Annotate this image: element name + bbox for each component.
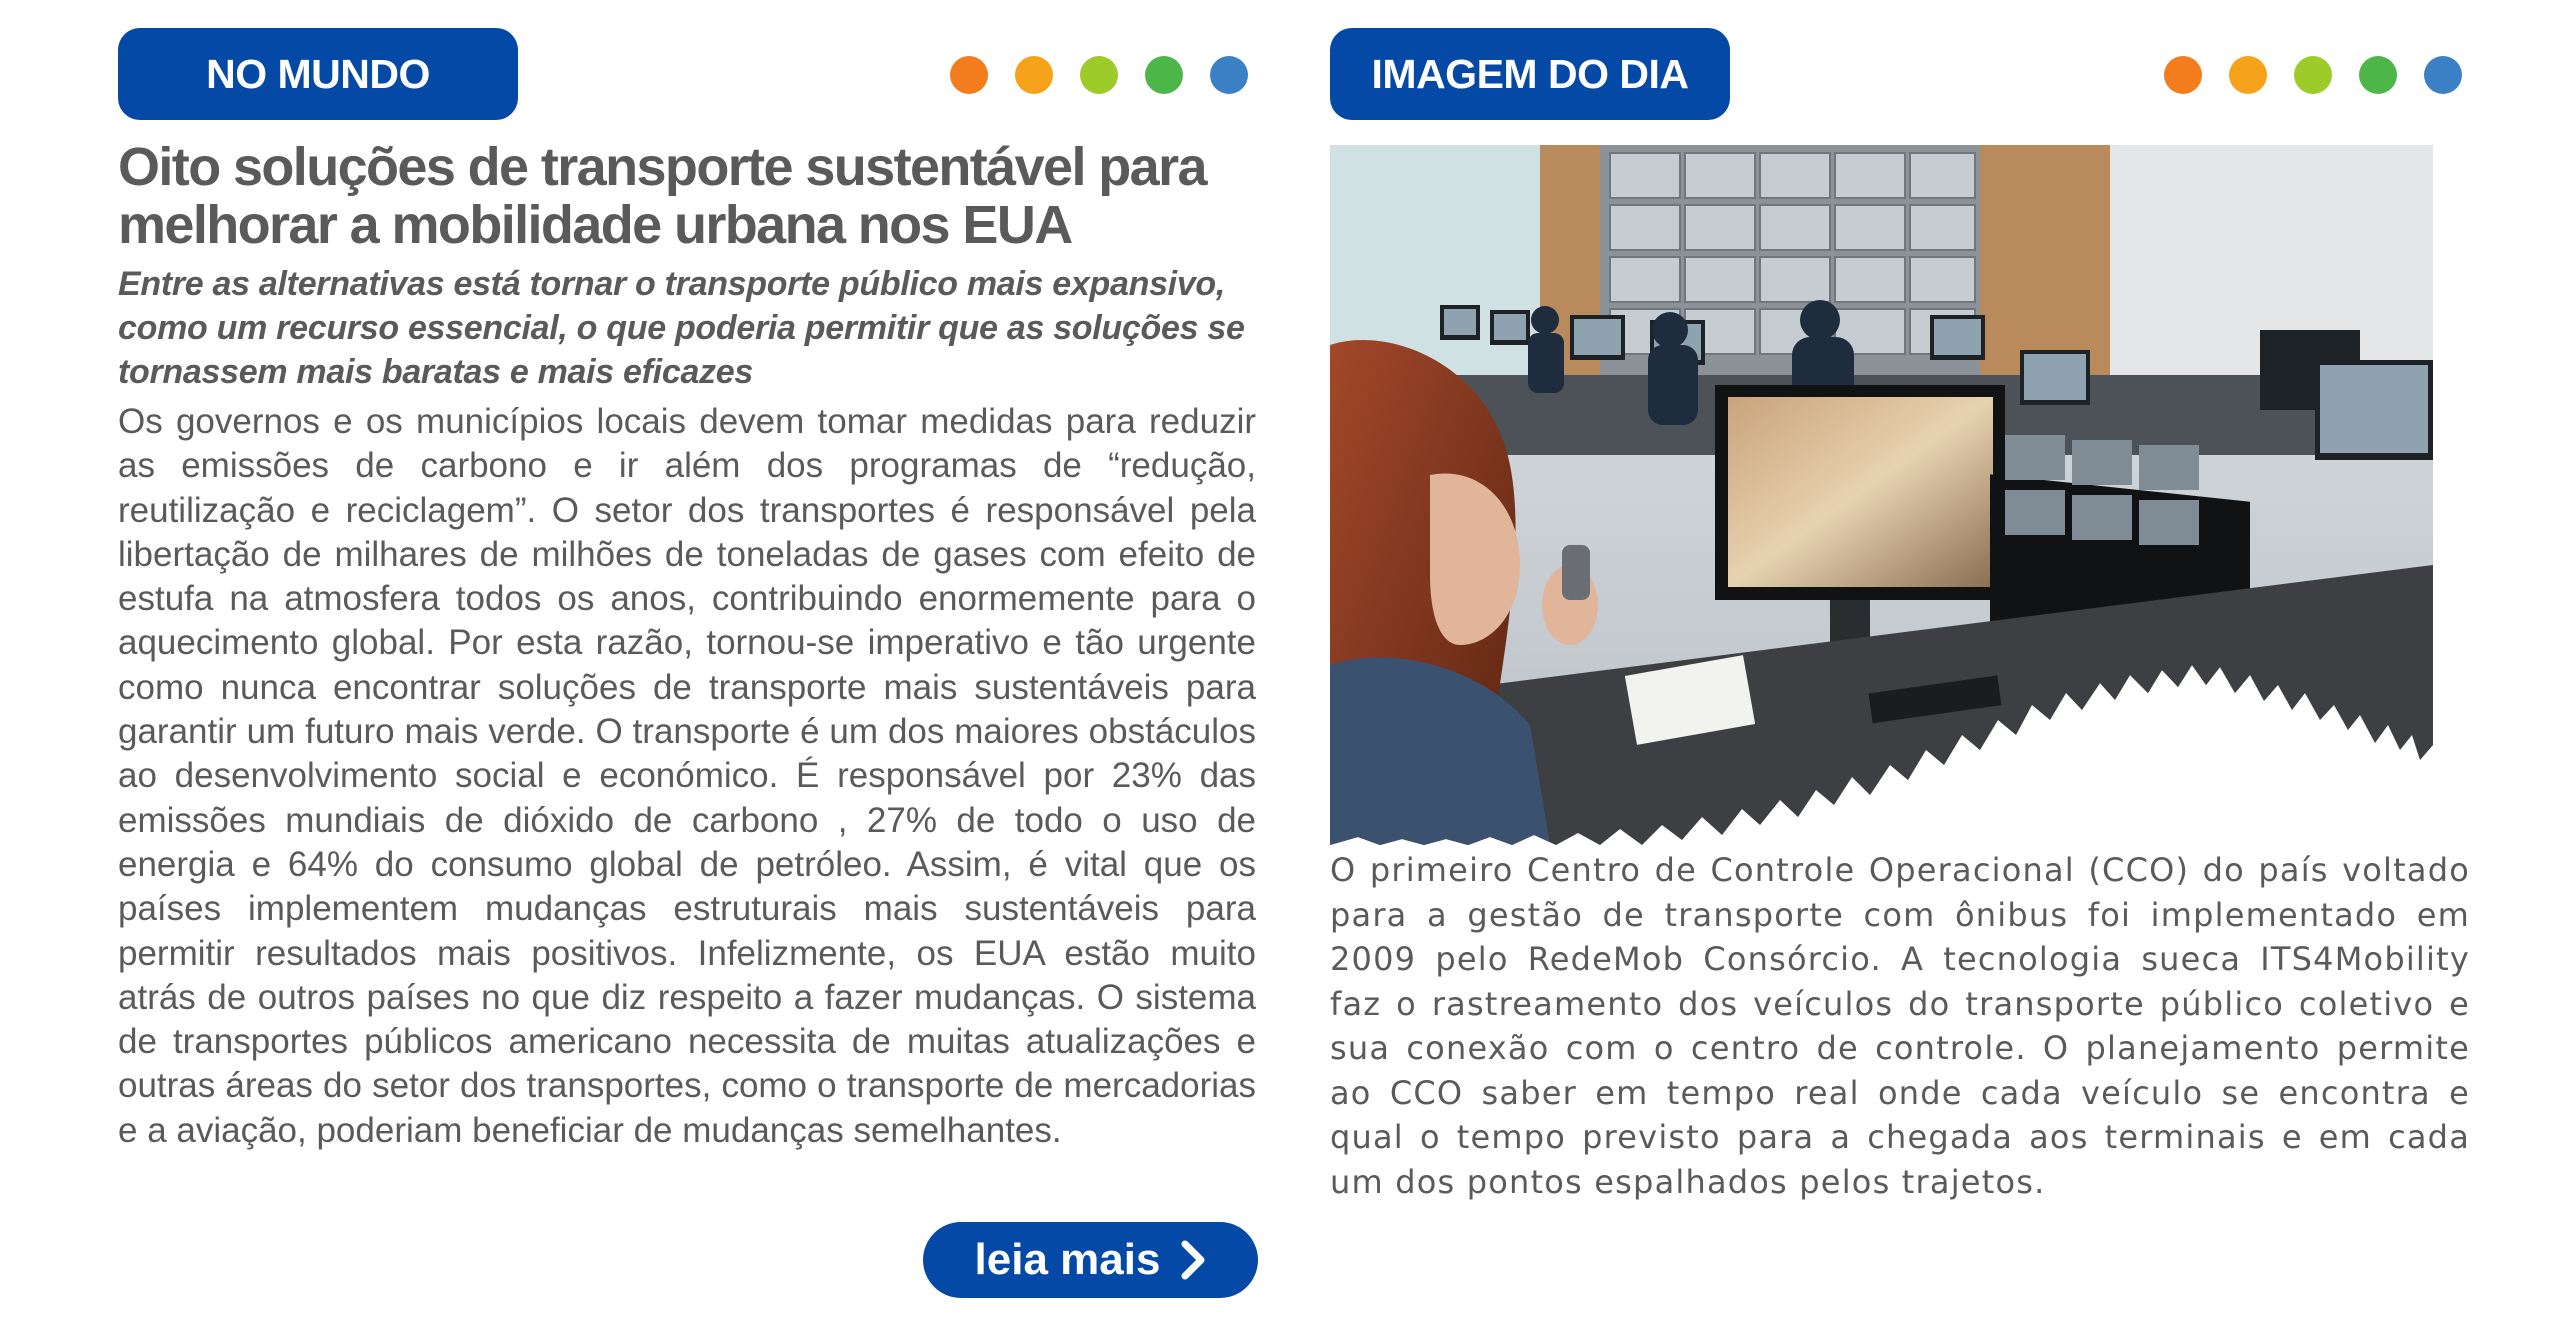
article-subhead: Entre as alternativas está tornar o transporte público mais expansivo, como um recurso essencial, o que poderia permitir que as soluções se tornassem mais baratas e mais eficazes xyxy=(118,265,1245,391)
section-label-imagem-do-dia: IMAGEM DO DIA xyxy=(1330,28,1730,120)
read-more-label: leia mais xyxy=(974,1235,1161,1284)
decorative-dots xyxy=(2164,56,2462,94)
dot-orange xyxy=(950,56,988,94)
control-center-photo xyxy=(1330,145,2433,845)
dot-amber xyxy=(1015,56,1053,94)
dot-green xyxy=(2359,56,2397,94)
photo-caption: O primeiro Centro de Controle Operacional (CCO) do país voltado para a gestão de transporte com ônibus foi implementado em 2009 pelo RedeMob Consórcio. A tecnologia sueca ITS4Mobility faz o rastreamento dos veículos do transporte público coletivo e sua conexão com o centro de controle. O planejamento permite ao CCO saber em tempo real onde cada veículo se encontra e qual o tempo previsto para a chegada aos terminais e em cada um dos pontos espalhados pelos trajetos. xyxy=(1330,851,2470,1201)
article-headline: Oito soluções de transporte sustentável para melhorar a mobilidade urbana nos EUA xyxy=(118,137,1206,255)
dot-blue xyxy=(2424,56,2462,94)
chevron-right-icon xyxy=(1180,1240,1206,1280)
dot-blue xyxy=(1210,56,1248,94)
dot-amber xyxy=(2229,56,2267,94)
section-label-no-mundo: NO MUNDO xyxy=(118,28,518,120)
read-more-button[interactable] xyxy=(923,1222,1258,1298)
article-body: Os governos e os municípios locais devem tomar medidas para reduzir as emissões de carbono e ir além dos programas de “redução, reutilização e reciclagem”. O setor dos transportes é responsável pela libertação de milhares de milhões de toneladas de gases com efeito de estufa na atmosfera todos os anos, contribuindo enormemente para o aquecimento global. Por esta razão, tornou-se imperativo e tão urgente como nunca encontrar soluções de transporte mais sustentáveis para garantir um futuro mais verde. O transporte é um dos maiores obstáculos ao desenvolvimento social e económico. É responsável por 23% das emissões mundiais de dióxido de carbono , 27% de todo o uso de energia e 64% do consumo global de petróleo. Assim, é vital que os países implementem mudanças estruturais mais sustentáveis para permitir resultados mais positivos. Infelizmente, os EUA estão muito atrás de outros países no que diz respeito a fazer mudanças. O sistema de transportes públicos americano necessita de muitas atualizações e outras áreas do setor dos transportes, como o transporte de mercadorias e a aviação, poderiam beneficiar de mudanças semelhantes. xyxy=(118,402,1256,1150)
decorative-dots xyxy=(950,56,1248,94)
dot-lime xyxy=(2294,56,2332,94)
dot-orange xyxy=(2164,56,2202,94)
dot-green xyxy=(1145,56,1183,94)
dot-lime xyxy=(1080,56,1118,94)
